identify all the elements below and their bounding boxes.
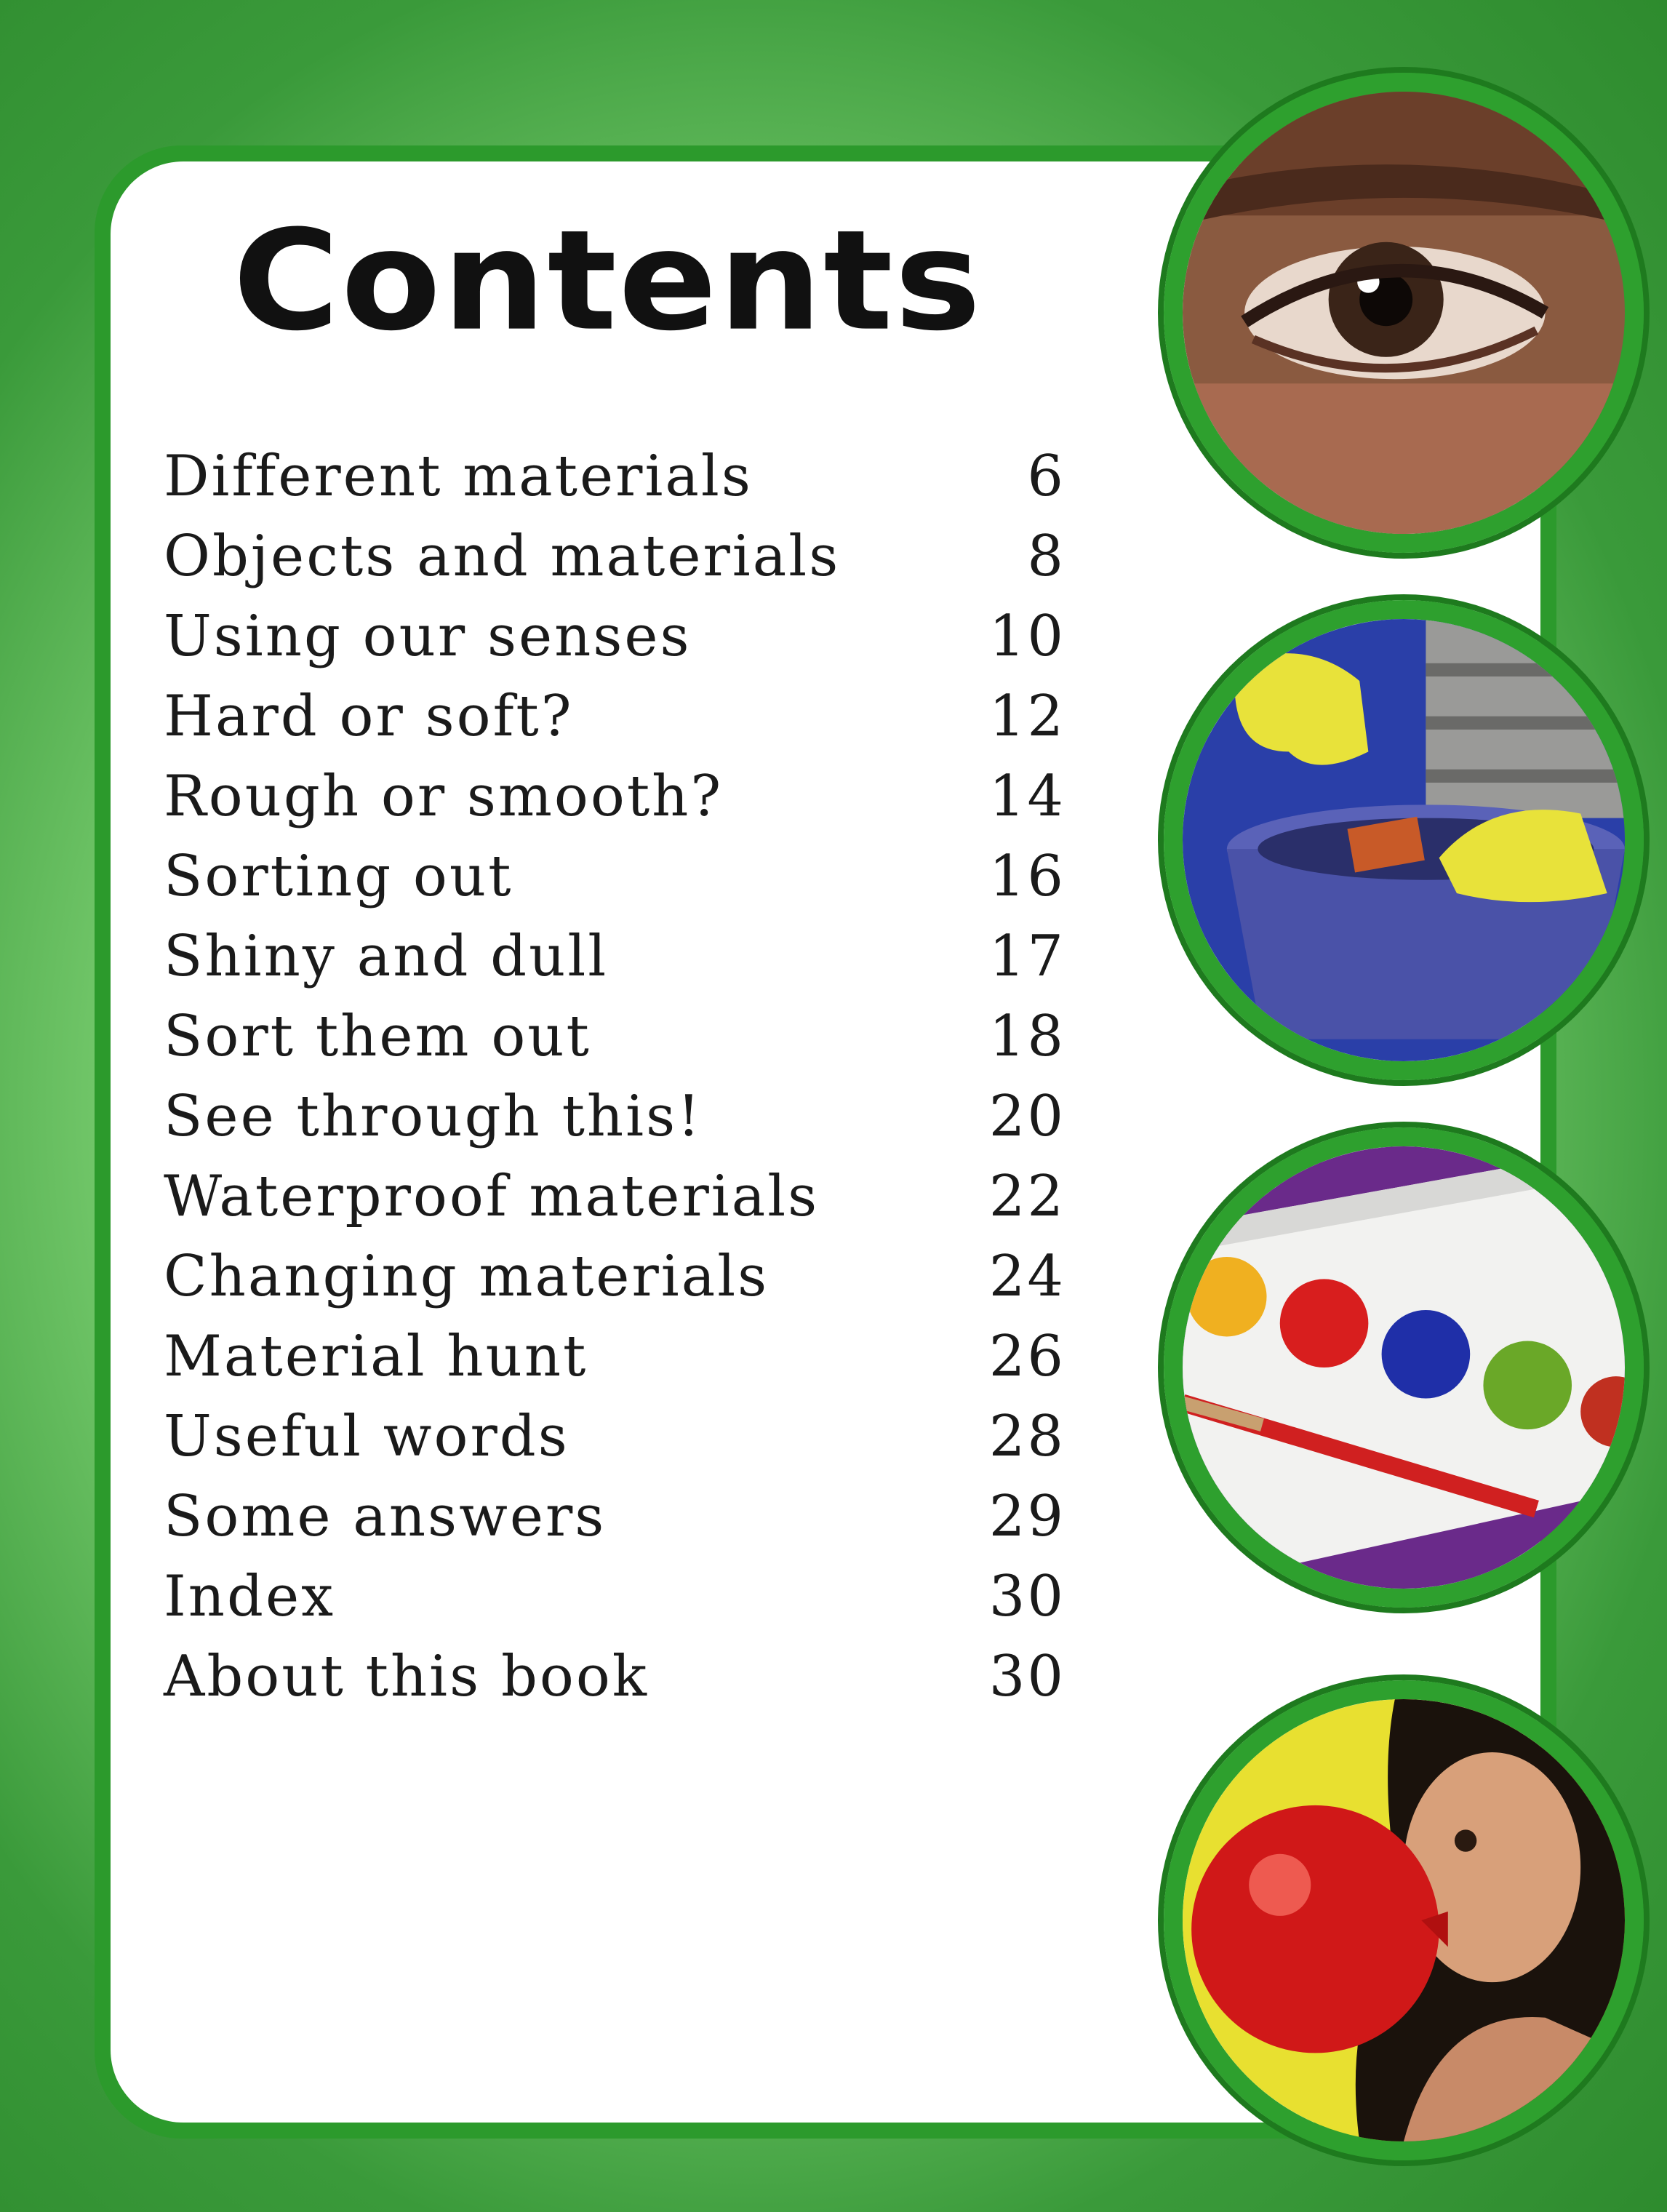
- toc-entry-page: 22: [988, 1164, 1066, 1229]
- toc-entry-page: 20: [988, 1084, 1066, 1149]
- toc-entry-label: Waterproof materials: [164, 1164, 820, 1229]
- toc-entry-page: 30: [988, 1644, 1066, 1709]
- toc-entry-label: Hard or soft?: [164, 684, 574, 749]
- bucket-gloves-photo: [1164, 600, 1644, 1080]
- toc-entry[interactable]: [164, 1484, 1066, 1564]
- toc-entry-page: 10: [988, 604, 1066, 669]
- eye-icon: [1183, 92, 1625, 534]
- toc-entry-label: Sorting out: [164, 844, 513, 909]
- toc-entry[interactable]: [164, 1404, 1066, 1484]
- toc-entry[interactable]: [164, 1644, 1066, 1724]
- toc-entry-label: See through this!: [164, 1084, 703, 1149]
- toc-entry-label: Shiny and dull: [164, 924, 609, 989]
- toc-entry-page: 26: [988, 1324, 1066, 1389]
- toc-entry[interactable]: [164, 924, 1066, 1004]
- toc-entry[interactable]: [164, 1164, 1066, 1244]
- toc-entry-label: Index: [164, 1564, 336, 1629]
- toc-entry[interactable]: [164, 444, 1066, 524]
- toc-entry-label: Objects and materials: [164, 524, 841, 589]
- toc-entry-page: 14: [988, 764, 1066, 829]
- toc-entry-label: Rough or smooth?: [164, 764, 724, 829]
- paint-palette-icon: [1183, 1146, 1625, 1589]
- toc-entry-page: 28: [988, 1404, 1066, 1469]
- toc-entry[interactable]: [164, 764, 1066, 844]
- toc-entry-page: 18: [988, 1004, 1066, 1069]
- toc-entry-label: Useful words: [164, 1404, 569, 1469]
- toc-entry-label: Different materials: [164, 444, 753, 509]
- toc-entry-label: About this book: [164, 1644, 649, 1709]
- bucket-icon: [1183, 619, 1625, 1061]
- toc-entry-page: 12: [988, 684, 1066, 749]
- toc-entry-label: Material hunt: [164, 1324, 588, 1389]
- toc-entry-page: 8: [1027, 524, 1066, 589]
- toc-entry[interactable]: [164, 1564, 1066, 1644]
- toc-entry-page: 30: [988, 1564, 1066, 1629]
- toc-entry[interactable]: [164, 524, 1066, 604]
- toc-entry-label: Changing materials: [164, 1244, 769, 1309]
- paint-set-photo: [1164, 1127, 1644, 1608]
- toc-entry-label: Sort them out: [164, 1004, 591, 1069]
- toc-entry[interactable]: [164, 1324, 1066, 1404]
- eye-photo: [1164, 73, 1644, 553]
- toc-entry-label: Some answers: [164, 1484, 607, 1549]
- toc-entry[interactable]: [164, 684, 1066, 764]
- toc-entry-page: 24: [988, 1244, 1066, 1309]
- table-of-contents: [164, 444, 1066, 1724]
- toc-entry-page: 17: [988, 924, 1066, 989]
- toc-entry-page: 29: [988, 1484, 1066, 1549]
- balloon-icon: [1183, 1699, 1625, 2141]
- toc-entry[interactable]: [164, 844, 1066, 924]
- balloon-girl-photo: [1164, 1680, 1644, 2160]
- toc-entry[interactable]: [164, 604, 1066, 684]
- toc-entry-page: 6: [1027, 444, 1066, 509]
- page-title: Contents: [233, 200, 983, 362]
- toc-entry[interactable]: [164, 1004, 1066, 1084]
- toc-entry-page: 16: [988, 844, 1066, 909]
- toc-entry[interactable]: [164, 1244, 1066, 1324]
- toc-entry[interactable]: [164, 1084, 1066, 1164]
- toc-entry-label: Using our senses: [164, 604, 692, 669]
